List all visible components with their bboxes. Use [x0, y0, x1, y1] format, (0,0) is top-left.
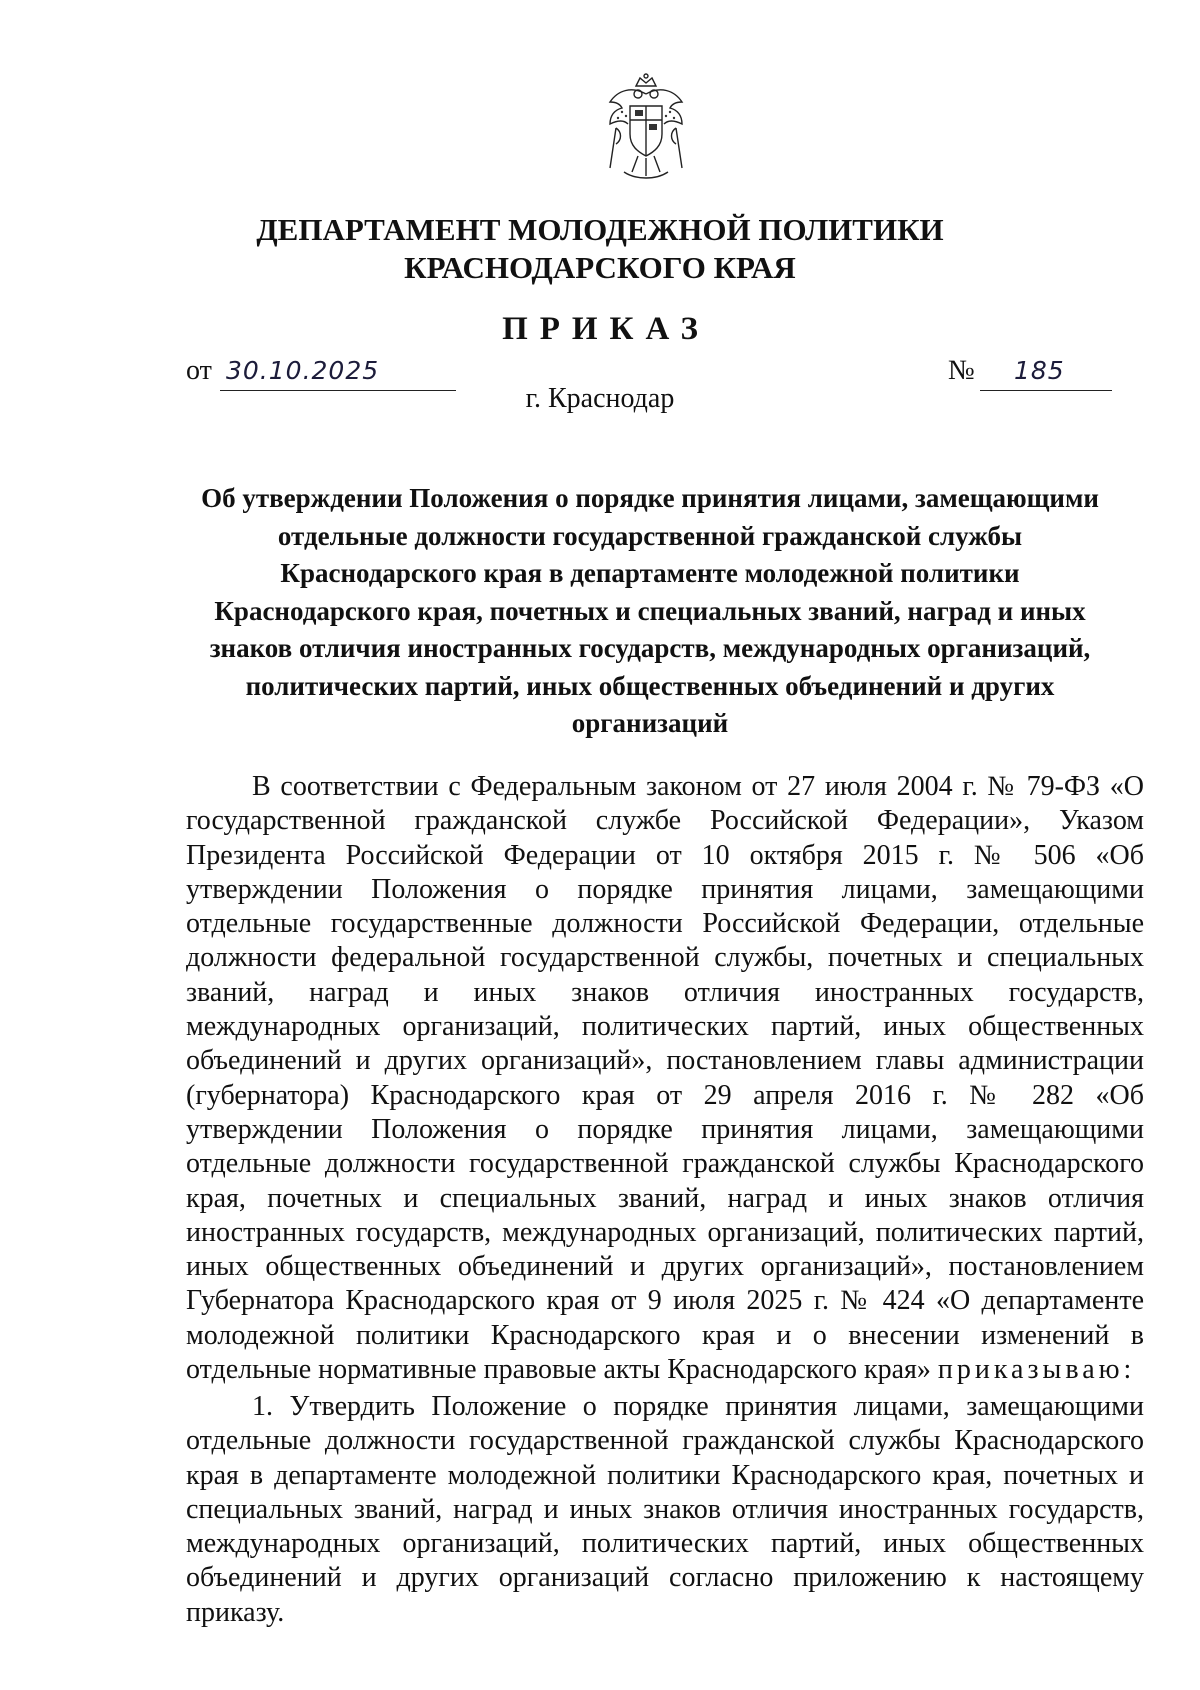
preamble-text: В соответствии с Федеральным законом от 27 июля 2004 г. № 79-ФЗ «О государственной гражданской службе Российской Федерации», Указом Президента Российской Федерации от 10 октября 2015 г. № 506 «Об утверждении Положения о порядке принятия лицами, замещающими отдельные государственные должности Российской Федерации, отдельные должности федеральной государственной службы, почетных и специальных званий, наград и иных знаков отличия иностранных государств, международных организаций, политических партий, иных общественных объединений и других организаций», постановлением главы администрации (губернатора) Краснодарского края от 29 апреля 2016 г. № 282 «Об утверждении Положения о порядке принятия лицами, замещающими отдельные должности государственной гражданской службы Краснодарского края, почетных и специальных званий, наград и иных знаков отличия иностранных государств, международных организаций, политических партий, иных общественных объединений и других организаций», постановлением Губернатора Краснодарского края от 9 июля 2025 г. № 424 «О департаменте молодежной политики Краснодарского края и о внесении изменений в отдельные нормативные правовые акты Краснодарского края» [186, 771, 1144, 1386]
department-name-line-2: КРАСНОДАРСКОГО КРАЯ [404, 250, 796, 285]
date-prefix: от [186, 355, 212, 386]
number-prefix: № [948, 355, 975, 386]
coat-of-arms-icon [602, 72, 690, 182]
order-word: приказываю: [937, 1354, 1136, 1386]
preamble-paragraph [186, 770, 1144, 1387]
clause-1-paragraph: 1. Утвердить Положение о порядке принятия лицами, замещающими отдельные должности государственной гражданской службы Краснодарского края в департаменте молодежной политики Краснодарского края, почетных и специальных званий, наград и иных знаков отличия иностранных государств, международных организаций, политических партий, иных общественных объединений и других организаций согласно приложению к настоящему приказу. [186, 1391, 1144, 1628]
city-name: г. Краснодар [525, 383, 675, 414]
handwritten-number: 185 [1014, 356, 1065, 385]
department-name-line-1: ДЕПАРТАМЕНТ МОЛОДЕЖНОЙ ПОЛИТИКИ [256, 212, 944, 247]
handwritten-date: 30.10.2025 [226, 356, 380, 385]
order-subject-title: Об утверждении Положения о порядке принятия лицами, замещающими отдельные должности государственной гражданской службы Краснодарского края в департаменте молодежной политики Краснодарского края, почетных и специальных званий, наград и иных знаков отличия иностранных государств, международных организаций, политических партий, иных общественных объединений и других организаций [201, 483, 1099, 738]
document-type-title: ПРИКАЗ [502, 311, 710, 347]
